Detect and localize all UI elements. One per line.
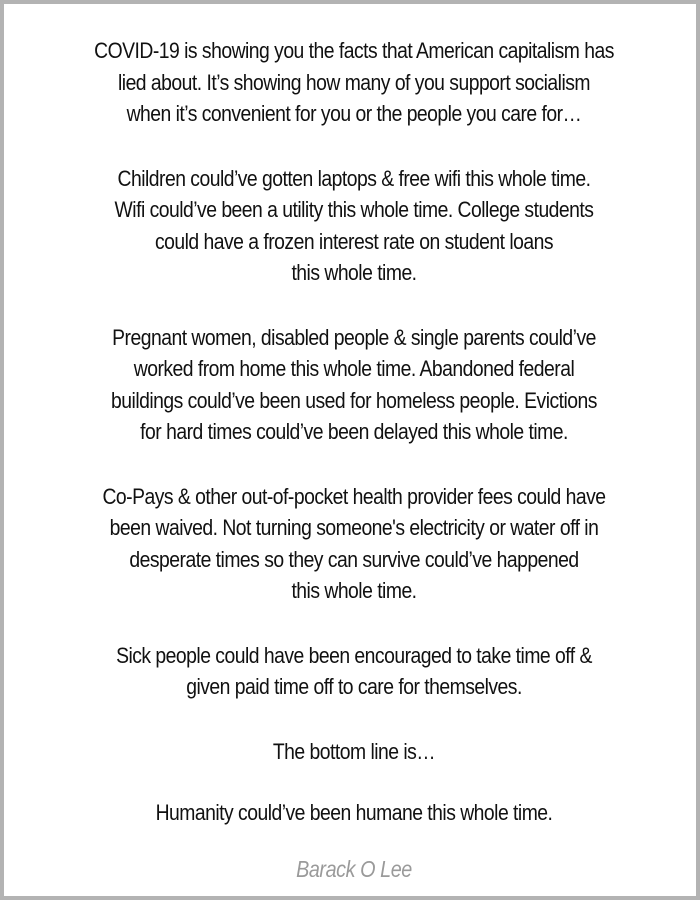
text-line: desperate times so they can survive could’ve happened bbox=[129, 546, 579, 572]
text-line: buildings could’ve been used for homeless people. Evictions bbox=[111, 387, 597, 413]
author-signature: Barack O Lee bbox=[296, 856, 412, 882]
paragraph-1 bbox=[60, 35, 648, 130]
text-line: Sick people could have been encouraged to take time off & bbox=[116, 642, 592, 668]
paragraph-2 bbox=[60, 163, 648, 289]
text-line: been waived. Not turning someone's electricity or water off in bbox=[109, 515, 599, 540]
text-line: for hard times could’ve been delayed this whole time. bbox=[140, 419, 568, 444]
text-line: lied about. It’s showing how many of you support socialism bbox=[117, 69, 591, 95]
paragraph-3 bbox=[60, 322, 648, 448]
text-line: Children could’ve gotten laptops & free wifi this whole time. bbox=[117, 165, 591, 191]
text-line: when it’s convenient for you or the people you care for… bbox=[126, 101, 582, 126]
text-line: The bottom line is… bbox=[272, 738, 436, 764]
text-line: this whole time. bbox=[291, 260, 417, 285]
text-line: this whole time. bbox=[291, 578, 417, 603]
paragraph-6 bbox=[60, 736, 648, 768]
text-line: Wifi could’ve been a utility this whole time. College students bbox=[114, 197, 594, 222]
text-line: Co-Pays & other out-of-pocket health provider fees could have bbox=[102, 483, 606, 509]
text-line: given paid time off to care for themselves. bbox=[186, 674, 522, 699]
paragraph-4 bbox=[60, 481, 648, 607]
paragraph-5 bbox=[60, 640, 648, 703]
text-line: Humanity could’ve been humane this whole time. bbox=[155, 800, 553, 825]
paragraph-7 bbox=[60, 797, 648, 829]
quote-text bbox=[60, 35, 648, 862]
text-line: worked from home this whole time. Abandoned federal bbox=[133, 356, 575, 381]
text-line: COVID-19 is showing you the facts that American capitalism has bbox=[94, 38, 614, 63]
text-line: Pregnant women, disabled people & single parents could’ve bbox=[112, 324, 596, 350]
text-line: could have a frozen interest rate on student loans bbox=[154, 228, 554, 254]
